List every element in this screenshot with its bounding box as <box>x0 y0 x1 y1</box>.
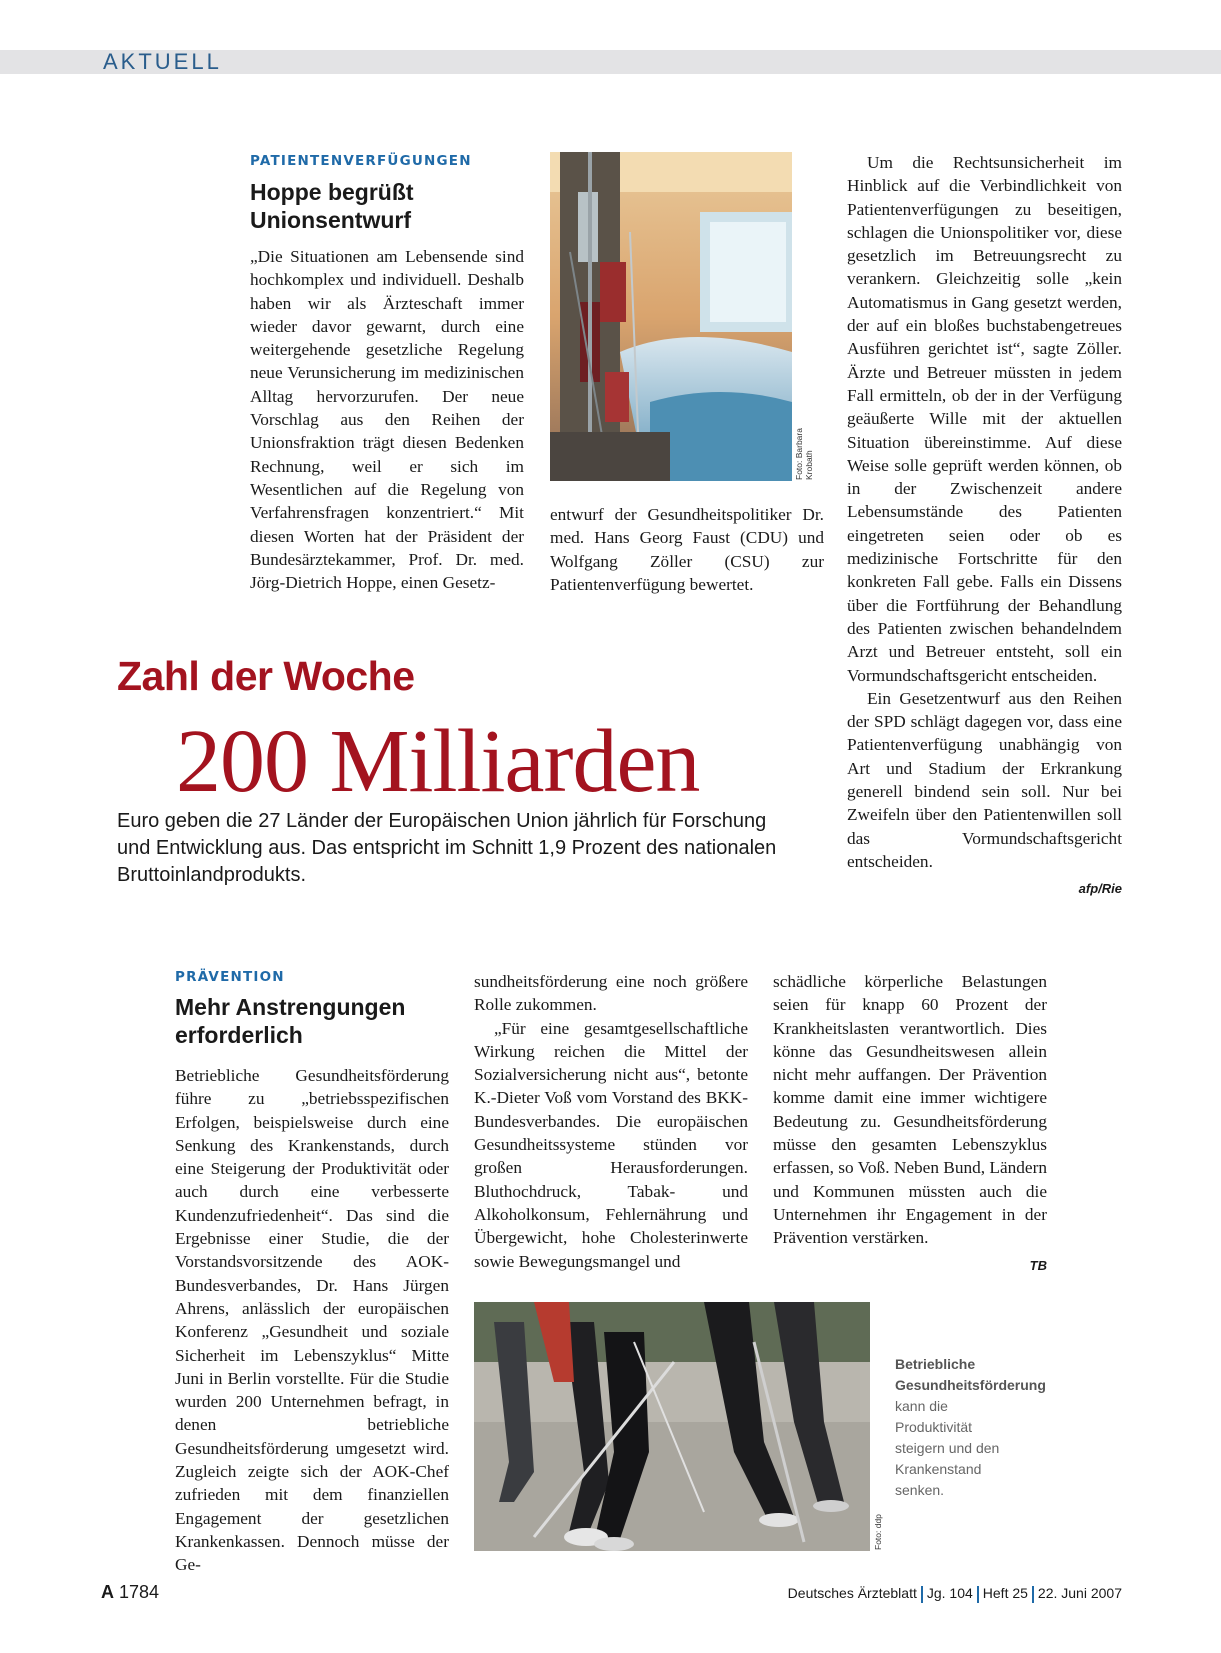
footer-separator <box>921 1586 923 1603</box>
article2-signature: TB <box>1029 1257 1047 1273</box>
footer-separator <box>977 1586 979 1603</box>
article2-paragraph: sundheitsförderung eine noch größere Rolle zukommen. <box>474 972 748 1015</box>
article1-kicker: PATIENTENVERFÜGUNGEN <box>250 153 472 169</box>
article2-photo-credit: Foto: ddp <box>873 1514 883 1550</box>
caption-text: kann die Produktivität steigern und den Krankenstand senken. <box>895 1398 1000 1498</box>
section-label: AKTUELL <box>103 49 222 74</box>
article2-column-3 <box>773 970 1047 1277</box>
article2-paragraph: schädliche körperliche Belastungen seien für knapp 60 Prozent der Krankheitslasten verantwortlich. Dies könne das Gesundheitswesen allein nicht mehr auffangen. Der Prävention komme damit eine immer wichtigere Bedeutung zu. Gesundheitsförderung müsse den gesamten Lebenszyklus erfassen, so Voß. Neben Bund, Ländern und Kommunen müssten auch die Unternehmen ihr Engagement in der Prävention verstärken. <box>773 972 1047 1248</box>
journal-info <box>788 1585 1122 1603</box>
nordic-walking-image <box>474 1302 870 1551</box>
article2-column-2 <box>474 970 748 1273</box>
zahl-der-woche-text: Euro geben die 27 Länder der Europäischen Union jährlich für Forschung und Entwicklung aus. Das entspricht im Schnitt 1,9 Prozent des nationalen Bruttoinlandprodukts. <box>117 810 777 886</box>
article1-column-2 <box>550 503 824 596</box>
article1-photo <box>550 152 792 481</box>
article2-headline: Mehr Anstrengungen erforderlich <box>175 994 406 1048</box>
page-prefix: A <box>101 1582 114 1602</box>
article2-photo-caption <box>895 1354 1046 1501</box>
article1-paragraph: Ein Gesetzentwurf aus den Reihen der SPD schlägt dagegen vor, dass eine Patientenverfügung unabhängig von Art und Stadium der Erkrankung generell bindend sein soll. Nur bei Zweifeln über den Patientenwillen soll das Vormundschaftsgericht entscheiden. <box>847 688 1122 871</box>
article1-headline: Hoppe begrüßt Unionsentwurf <box>250 179 414 233</box>
caption-bold: Betriebliche Gesundheitsförderung <box>895 1356 1046 1393</box>
article1-paragraph: „Die Situationen am Lebensende sind hochkomplex und individuell. Deshalb haben wir als Ärzteschaft immer wieder davor gewarnt, durch eine weitergehende gesetzliche Regelung neue Verunsicherung im medizinischen Alltag hervorzurufen. Der neue Vorschlag aus den Reihen der Unionsfraktion trägt diesen Bedenken Rechnung, weil er sich im Wesentlichen auf die Regelung von Verfahrensfragen konzentriert.“ Mit diesen Worten hat der Präsident der Bundesärztekammer, Prof. Dr. med. Jörg-Dietrich Hoppe, einen Gesetz- <box>250 247 524 593</box>
article2-paragraph: Betriebliche Gesundheitsförderung führe zu „betriebsspezifischen Erfolgen, beispielsweise durch eine Senkung des Krankenstands, durch eine Steigerung der Produktivität oder auch durch eine verbesserte Kundenzufriedenheit“. Das sind die Ergebnisse einer Studie, die der Vorstandsvorsitzende des AOK-Bundesverbandes, Dr. Hans Jürgen Ahrens, anlässlich der europäischen Konferenz „Gesundheit und soziale Sicherheit im Lebenszyklus“ Mitte Juni in Berlin vorstellte. Für die Studie wurden 200 Unternehmen befragt, in denen betriebliche Gesundheitsförderung umgesetzt wird. Zugleich zeigte sich der AOK-Chef zufrieden mit dem finanziellen Engagement der gesetzlichen Krankenkassen. Dennoch müsse der Ge- <box>175 1066 449 1575</box>
article2-photo <box>474 1302 870 1551</box>
article1-column-3 <box>847 151 1122 901</box>
article2-kicker: PRÄVENTION <box>175 969 285 985</box>
zahl-der-woche-number: 200 Milliarden <box>176 712 700 811</box>
article1-photo-credit: Foto: Barbara Krobath <box>794 428 814 480</box>
journal-date: 22. Juni 2007 <box>1037 1585 1122 1601</box>
journal-name: Deutsches Ärzteblatt <box>787 1585 917 1601</box>
page-number <box>101 1582 159 1603</box>
article2-column-1 <box>175 1064 449 1577</box>
article2-paragraph: „Für eine gesamtgesellschaftliche Wirkung reichen die Mittel der Sozialversicherung nicht aus“, betonte K.-Dieter Voß vom Vorstand des BKK-Bundesverbandes. Die europäischen Gesundheitssysteme stünden vor großen Herausforderungen. Bluthochdruck, Tabak- und Alkoholkonsum, Fehlernährung und Übergewicht, hohe Cholesterinwerte sowie Bewegungsmangel und <box>474 1018 748 1271</box>
article1-signature: afp/Rie <box>1078 881 1122 897</box>
footer-separator <box>1032 1586 1034 1603</box>
hospital-ward-image <box>550 152 792 481</box>
article1-column-1 <box>250 245 524 594</box>
article1-paragraph: entwurf der Gesundheitspolitiker Dr. med. Hans Georg Faust (CDU) und Wolfgang Zöller (CSU) zur Patientenverfügung bewertet. <box>550 505 824 594</box>
journal-volume: Jg. 104 <box>926 1585 973 1601</box>
journal-issue: Heft 25 <box>982 1585 1028 1601</box>
zahl-der-woche-title: Zahl der Woche <box>117 653 415 699</box>
article1-paragraph: Um die Rechtsunsicherheit im Hinblick auf die Verbindlichkeit von Patientenverfügungen zu beseitigen, schlagen die Unionspolitiker vor, diese gesetzlich im Betreuungsrecht zu verankern. Gleichzeitig solle „kein Automatismus in Gang gesetzt werden, der auf ein bloßes buchstabengetreues Ausführen gerichtet ist“, sagte Zöller. Ärzte und Betreuer müssten in jedem Fall ermitteln, ob der in der Verfügung geäußerte Wille mit der aktuellen Situation übereinstimme. Auf diese Weise solle geprüft werden können, ob in der Zwischenzeit andere Lebensumstände des Patienten eingetreten seien oder ob es medizinische Fortschritte für den konkreten Fall gebe. Falls ein Dissens über die Fortführung der Behandlung des Patienten zwischen behandelndem Arzt und Betreuer entsteht, soll ein Vormundschaftsgericht entscheiden. <box>847 153 1122 685</box>
page-number-value: 1784 <box>119 1582 160 1602</box>
